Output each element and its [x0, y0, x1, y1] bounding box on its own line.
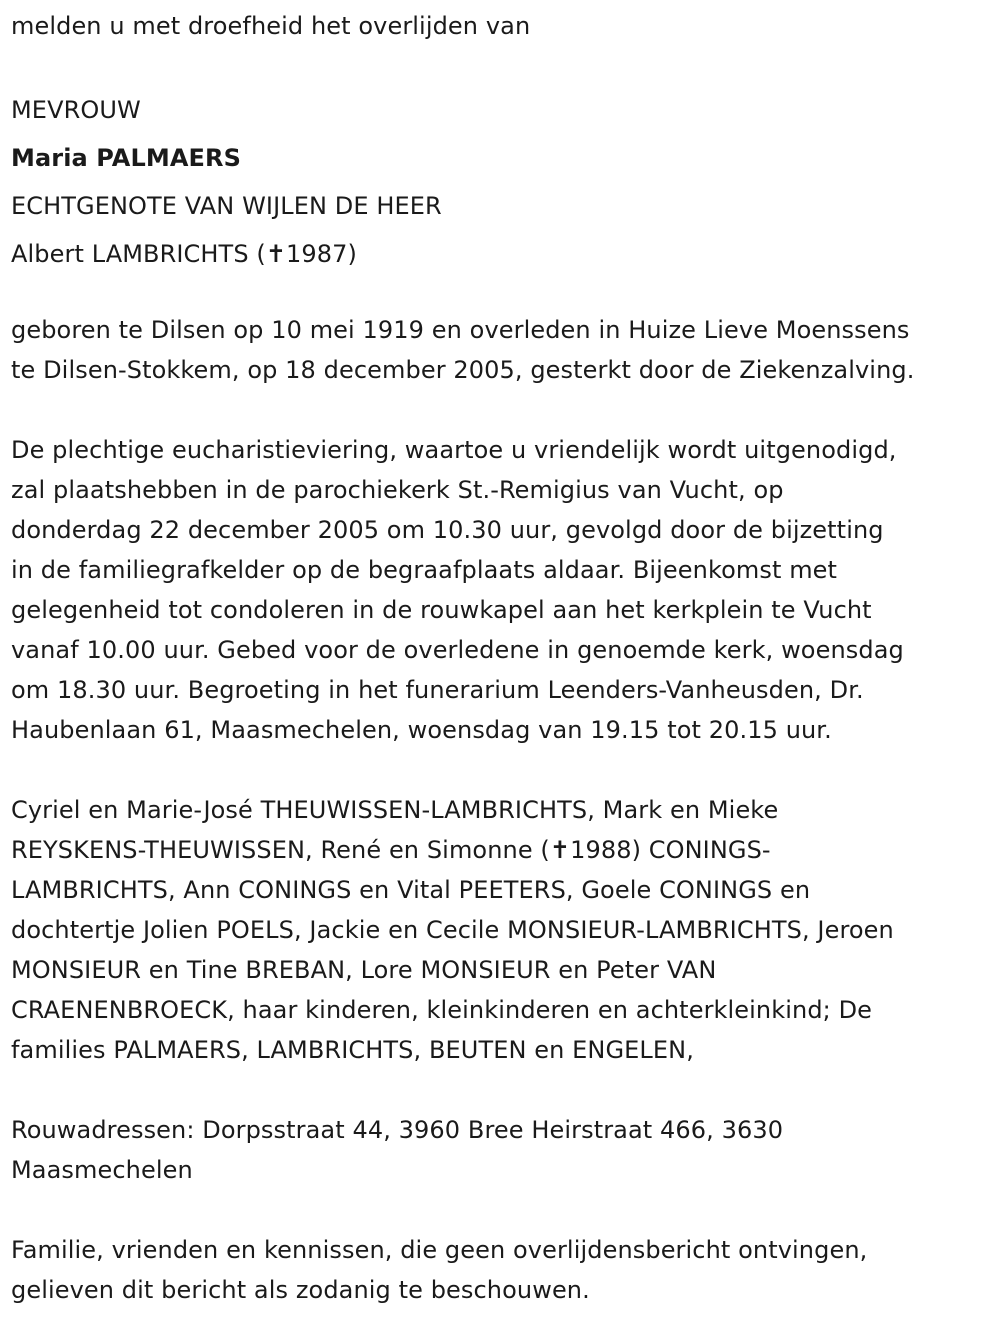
salutation: MEVROUW	[11, 96, 141, 124]
paragraph-line: Familie, vrienden en kennissen, die geen overlijdensbericht ontvingen,	[11, 1236, 868, 1264]
paragraph-line: gelieven dit bericht als zodanig te beschouwen.	[11, 1276, 590, 1304]
paragraph-line: zal plaatshebben in de parochiekerk St.-Remigius van Vucht, op	[11, 476, 784, 504]
paragraph-line: LAMBRICHTS, Ann CONINGS en Vital PEETERS, Goele CONINGS en	[11, 876, 811, 904]
spouse-label: ECHTGENOTE VAN WIJLEN DE HEER	[11, 192, 442, 220]
paragraph-line: Maasmechelen	[11, 1156, 193, 1184]
paragraph-line: De plechtige eucharistieviering, waartoe u vriendelijk wordt uitgenodigd,	[11, 436, 897, 464]
address-paragraph	[11, 1110, 783, 1190]
paragraph-line: Rouwadressen: Dorpsstraat 44, 3960 Bree Heirstraat 466, 3630	[11, 1116, 784, 1144]
paragraph-line: geboren te Dilsen op 10 mei 1919 en overleden in Huize Lieve Moenssens	[11, 316, 910, 344]
paragraph-line: om 18.30 uur. Begroeting in het funerarium Leenders-Vanheusden, Dr.	[11, 676, 864, 704]
paragraph-line: donderdag 22 december 2005 om 10.30 uur, gevolgd door de bijzetting	[11, 516, 884, 544]
spouse-name: Albert LAMBRICHTS (✝1987)	[11, 240, 357, 268]
paragraph-line: families PALMAERS, LAMBRICHTS, BEUTEN en ENGELEN,	[11, 1036, 694, 1064]
paragraph-line: dochtertje Jolien POELS, Jackie en Cecile MONSIEUR-LAMBRICHTS, Jeroen	[11, 916, 894, 944]
paragraph-line: REYSKENS-THEUWISSEN, René en Simonne (✝1988) CONINGS-	[11, 836, 771, 864]
deceased-name: Maria PALMAERS	[11, 144, 241, 172]
closing-paragraph	[11, 1230, 867, 1310]
family-paragraph	[11, 790, 894, 1070]
paragraph-line: vanaf 10.00 uur. Gebed voor de overledene in genoemde kerk, woensdag	[11, 636, 904, 664]
paragraph-line: MONSIEUR en Tine BREBAN, Lore MONSIEUR en Peter VAN	[11, 956, 717, 984]
paragraph-line: gelegenheid tot condoleren in de rouwkapel aan het kerkplein te Vucht	[11, 596, 872, 624]
deceased-title-block	[11, 86, 442, 278]
ceremony-paragraph	[11, 430, 904, 750]
paragraph-line: Cyriel en Marie-José THEUWISSEN-LAMBRICHTS, Mark en Mieke	[11, 796, 779, 824]
paragraph-line: te Dilsen-Stokkem, op 18 december 2005, gesterkt door de Ziekenzalving.	[11, 356, 915, 384]
intro-line: melden u met droefheid het overlijden van	[11, 12, 531, 40]
paragraph-line: Haubenlaan 61, Maasmechelen, woensdag van 19.15 tot 20.15 uur.	[11, 716, 832, 744]
paragraph-line: in de familiegrafkelder op de begraafplaats aldaar. Bijeenkomst met	[11, 556, 838, 584]
paragraph-line: CRAENENBROECK, haar kinderen, kleinkinderen en achterkleinkind; De	[11, 996, 873, 1024]
birth-death-paragraph	[11, 310, 914, 390]
